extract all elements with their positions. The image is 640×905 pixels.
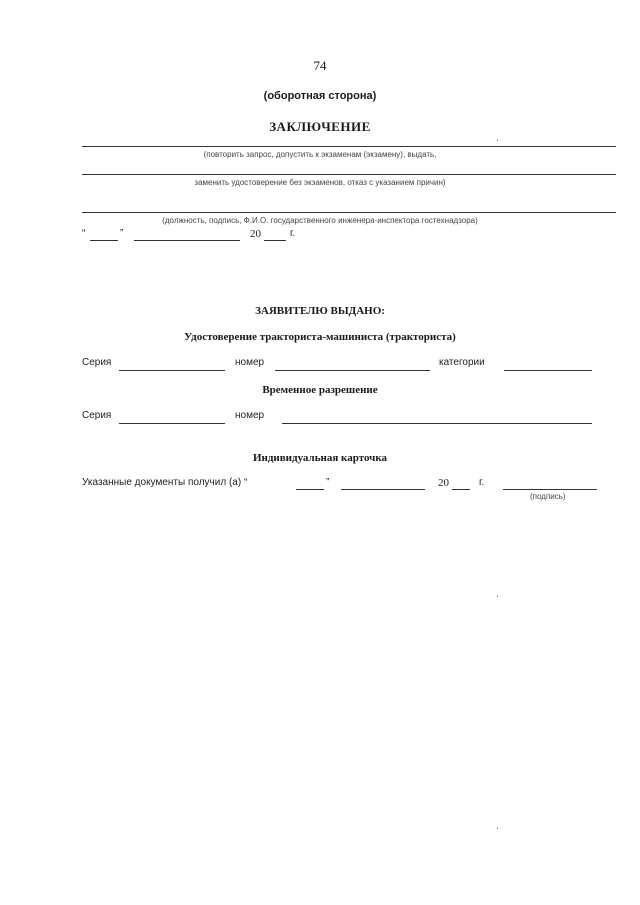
card-title: Индивидуальная карточка [252, 452, 388, 464]
received-year-suffix: г. [479, 477, 485, 488]
scan-speck [497, 596, 498, 597]
received-day-field[interactable] [296, 489, 324, 490]
conclusion-caption-3: (должность, подпись, Ф.И.О. государственного инженера-инспектора гостехнадзора) [162, 216, 478, 225]
temp-number-field[interactable] [282, 423, 592, 424]
conclusion-title: ЗАКЛЮЧЕНИЕ [269, 119, 371, 134]
date-year-prefix: 20 [250, 228, 261, 240]
signature-field[interactable] [503, 489, 597, 490]
received-year-field[interactable] [452, 489, 470, 490]
date-open-quote: “ [82, 228, 86, 239]
conclusion-line-1[interactable] [82, 146, 616, 147]
scan-speck [497, 828, 498, 829]
conclusion-line-2[interactable] [82, 174, 616, 175]
received-year-prefix: 20 [438, 477, 449, 489]
series-field[interactable] [119, 370, 225, 371]
date-close-quote: ” [120, 228, 124, 239]
date-year-field[interactable] [264, 240, 286, 241]
issued-title: ЗАЯВИТЕЛЮ ВЫДАНО: [255, 305, 385, 317]
temp-number-label: номер [235, 410, 265, 421]
category-label: категории [439, 357, 485, 368]
date-month-field[interactable] [134, 240, 240, 241]
temp-series-field[interactable] [119, 423, 225, 424]
temp-series-label: Серия [82, 410, 112, 421]
signature-caption: (подпись) [530, 492, 566, 501]
category-field[interactable] [504, 370, 592, 371]
date-day-field[interactable] [90, 240, 118, 241]
date-year-suffix: г. [290, 228, 296, 239]
series-label: Серия [82, 357, 112, 368]
number-label: номер [235, 357, 265, 368]
received-label: Указанные документы получил (а) “ [82, 477, 248, 488]
page-number: 74 [313, 58, 327, 73]
temp-permit-title: Временное разрешение [262, 384, 378, 396]
received-close-quote: ” [326, 477, 330, 488]
certificate-title: Удостоверение тракториста-машиниста (тракториста) [184, 331, 456, 343]
conclusion-caption-1: (повторить запрос, допустить к экзаменам (экзамену), выдать, [203, 150, 437, 159]
received-month-field[interactable] [341, 489, 425, 490]
scan-speck [497, 140, 498, 141]
number-field[interactable] [275, 370, 430, 371]
conclusion-line-3[interactable] [82, 212, 616, 213]
conclusion-caption-2: заменить удостоверение без экзаменов, отказ с указанием причин) [194, 178, 446, 187]
side-label: (оборотная сторона) [263, 90, 377, 102]
